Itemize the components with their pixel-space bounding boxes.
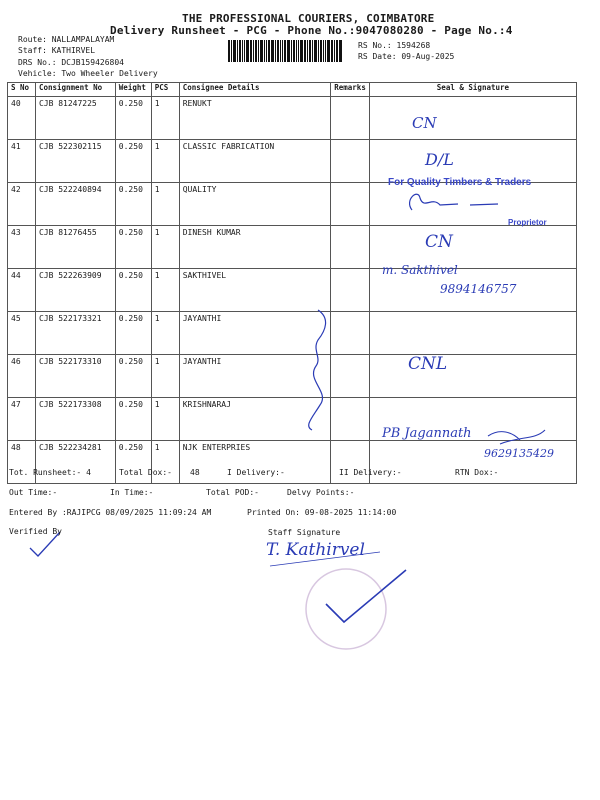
cell-weight: 0.250 (115, 312, 151, 355)
route-label: Route: NALLAMPALAYAM (18, 35, 115, 44)
i-delivery: I Delivery:- (227, 468, 285, 477)
handwritten-phone-48: 9629135429 (484, 447, 554, 460)
cell-pcs: 1 (151, 140, 179, 183)
cell-consignee: QUALITY (179, 183, 331, 226)
col-seal-signature: Seal & Signature (369, 83, 576, 97)
cell-consignment: CJB 81276455 (35, 226, 115, 269)
company-title: THE PROFESSIONAL COURIERS, COIMBATORE (182, 12, 435, 25)
cell-pcs: 1 (151, 398, 179, 441)
cell-consignee: KRISHNARAJ (179, 398, 331, 441)
seal-tick-mark (326, 570, 406, 622)
stamp-proprietor: Proprietor (508, 218, 547, 227)
handwritten-dl-41: D/L (425, 150, 454, 169)
cell-weight: 0.250 (115, 183, 151, 226)
drs-number: DRS No.: DCJB159426804 (18, 58, 124, 67)
cell-consignee: JAYANTHI (179, 312, 331, 355)
cell-consignee: DINESH KUMAR (179, 226, 331, 269)
staff-signature-ink: T. Kathirvel (266, 540, 365, 560)
cell-consignment: CJB 522263909 (35, 269, 115, 312)
signature-scribble-42 (410, 194, 498, 210)
cell-consignee: JAYANTHI (179, 355, 331, 398)
cell-weight: 0.250 (115, 269, 151, 312)
cell-sno: 42 (8, 183, 36, 226)
cell-sno: 46 (8, 355, 36, 398)
delvy-points: Delvy Points:- (287, 488, 355, 497)
cell-weight: 0.250 (115, 441, 151, 484)
cell-sno: 48 (8, 441, 36, 484)
cell-sno: 47 (8, 398, 36, 441)
in-time: In Time:- (110, 488, 154, 497)
cell-weight: 0.250 (115, 226, 151, 269)
col-pcs: PCS (151, 83, 179, 97)
cell-sno: 40 (8, 97, 36, 140)
col-sno: S No (8, 83, 36, 97)
rs-date: RS Date: 09-Aug-2025 (358, 52, 455, 61)
col-remarks: Remarks (331, 83, 370, 97)
col-consignment: Consignment No (35, 83, 115, 97)
cell-consignment: CJB 522173321 (35, 312, 115, 355)
cell-pcs: 1 (151, 226, 179, 269)
cell-sno: 45 (8, 312, 36, 355)
rtn-dox: RTN Dox:- (455, 468, 499, 477)
handwritten-cn-43: CN (425, 232, 453, 252)
cell-consignment: CJB 522234281 (35, 441, 115, 484)
cell-pcs: 1 (151, 97, 179, 140)
cell-consignment: CJB 522240894 (35, 183, 115, 226)
cell-pcs: 1 (151, 355, 179, 398)
total-dox-label: Total Dox:- (119, 468, 172, 477)
out-time: Out Time:- (9, 488, 58, 497)
brace-stroke-45-47 (309, 310, 326, 430)
signature-scribble-48 (488, 430, 545, 444)
cell-sno: 41 (8, 140, 36, 183)
cell-consignee: NJK ENTERPRIES (179, 441, 331, 484)
cell-consignment: CJB 522302115 (35, 140, 115, 183)
vehicle-label: Vehicle: Two Wheeler Delivery (18, 69, 158, 78)
total-pod: Total POD:- (206, 488, 259, 497)
cell-pcs: 1 (151, 183, 179, 226)
staff-signature-label: Staff Signature (268, 528, 341, 537)
cell-sno: 44 (8, 269, 36, 312)
cell-weight: 0.250 (115, 97, 151, 140)
cell-pcs: 1 (151, 269, 179, 312)
rs-number: RS No.: 1594268 (358, 41, 431, 50)
cell-weight: 0.250 (115, 355, 151, 398)
cell-consignment: CJB 81247225 (35, 97, 115, 140)
tot-runsheet: Tot. Runsheet:- 4 (9, 468, 91, 477)
handwritten-phone-44: 9894146757 (440, 282, 517, 296)
cell-consignment: CJB 522173308 (35, 398, 115, 441)
ii-delivery: II Delivery:- (339, 468, 402, 477)
runsheet-subtitle: Delivery Runsheet - PCG - Phone No.:9047080280 - Page No.:4 (110, 24, 513, 37)
cell-consignee: CLASSIC FABRICATION (179, 140, 331, 183)
handwritten-cnl-46: CNL (408, 354, 448, 374)
col-weight: Weight (115, 83, 151, 97)
company-stamp: For Quality Timbers & Traders (388, 177, 532, 188)
entered-by: Entered By :RAJIPCG 08/09/2025 11:09:24 AM (9, 508, 212, 517)
printed-on: Printed On: 09-08-2025 11:14:00 (247, 508, 397, 517)
cell-pcs: 1 (151, 441, 179, 484)
col-consignee: Consignee Details (179, 83, 331, 97)
cell-consignee: RENUKT (179, 97, 331, 140)
cell-consignee: SAKTHIVEL (179, 269, 331, 312)
cell-weight: 0.250 (115, 140, 151, 183)
seal-circle (306, 569, 386, 649)
cell-consignment: CJB 522173310 (35, 355, 115, 398)
cell-sno: 43 (8, 226, 36, 269)
handwritten-cn-40: CN (412, 114, 437, 132)
total-dox-value: 48 (190, 468, 200, 477)
handwritten-sakthivel: m. Sakthivel (382, 263, 458, 277)
staff-label: Staff: KATHIRVEL (18, 46, 96, 55)
verified-by-label: Verified By (9, 527, 62, 536)
cell-pcs: 1 (151, 312, 179, 355)
handwritten-name-48: PB Jagannath (382, 426, 472, 441)
cell-weight: 0.250 (115, 398, 151, 441)
